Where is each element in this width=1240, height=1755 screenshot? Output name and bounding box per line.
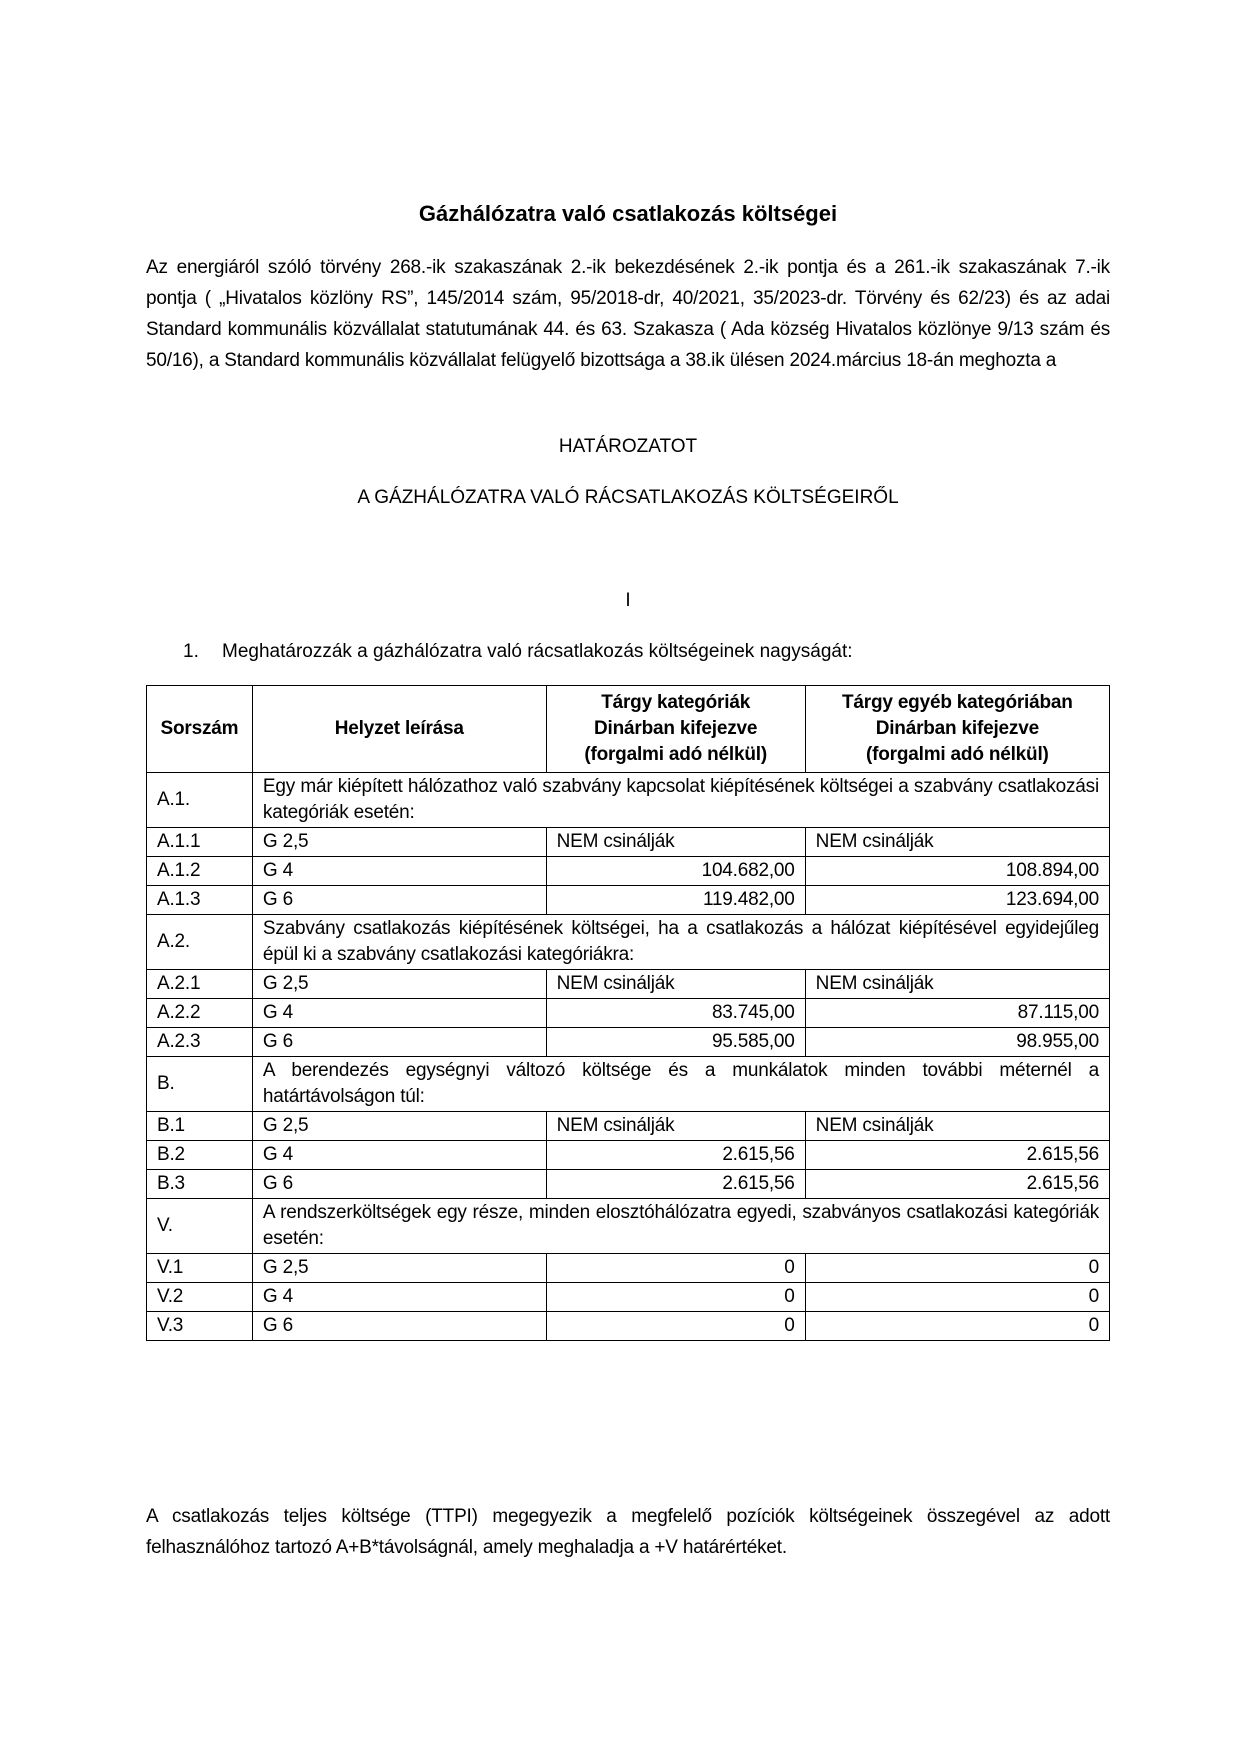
row-value-cell: 123.694,00 <box>805 886 1109 915</box>
cost-table-header <box>147 686 1110 773</box>
table-row-a12 <box>147 857 1110 886</box>
row-id-cell: V.1 <box>147 1254 253 1283</box>
row-value-cell: 87.115,00 <box>805 999 1109 1028</box>
row-value-cell: 0 <box>546 1283 805 1312</box>
row-value-cell: 0 <box>805 1312 1109 1341</box>
row-label-cell: G 2,5 <box>252 828 546 857</box>
row-value-cell: 0 <box>805 1283 1109 1312</box>
table-row-b1 <box>147 1112 1110 1141</box>
row-id-cell: B.3 <box>147 1170 253 1199</box>
row-value-cell: 0 <box>546 1312 805 1341</box>
header-row <box>147 686 1110 773</box>
row-value-cell: NEM csinálják <box>546 1112 805 1141</box>
row-label-cell: G 4 <box>252 1283 546 1312</box>
row-id-cell: A.2.2 <box>147 999 253 1028</box>
row-id-cell: A.1.1 <box>147 828 253 857</box>
row-id-cell: A.2.1 <box>147 970 253 999</box>
table-row-a11 <box>147 828 1110 857</box>
row-value-cell: NEM csinálják <box>805 970 1109 999</box>
row-id-cell: B.2 <box>147 1141 253 1170</box>
row-id-cell: B.1 <box>147 1112 253 1141</box>
table-row-b-section <box>147 1057 1110 1112</box>
table-row-v-section <box>147 1199 1110 1254</box>
intro-paragraph: Az energiáról szóló törvény 268.-ik szakaszának 2.-ik bekezdésének 2.-ik pontja és a 261.-ik szakaszának 7.-ik pontja ( „Hivatalos közlöny RS”, 145/2014 szám, 95/2018-dr, 40/2021, 35/2023-dr. Törvény és 62/23) és az adai Standard kommunális közvállalat statutumának 44. és 63. Szakasza ( Ada község Hivatalos közlönye 9/13 szám és 50/16), a Standard kommunális közvállalat felügyelő bizottsága a 38.ik ülésen 2024.március 18-án meghozta a <box>146 257 1110 371</box>
row-label-cell: G 4 <box>252 999 546 1028</box>
row-value-cell: 0 <box>805 1254 1109 1283</box>
list-item-1-text: Meghatározzák a gázhálózatra való rácsatlakozás költségeinek nagyságát: <box>222 641 853 662</box>
col-header-helyzet-leirasa: Helyzet leírása <box>252 686 546 773</box>
row-value-cell: 0 <box>546 1254 805 1283</box>
row-value-cell: 2.615,56 <box>805 1170 1109 1199</box>
table-row-b2 <box>147 1141 1110 1170</box>
row-value-cell: NEM csinálják <box>546 970 805 999</box>
header-line: (forgalmi adó nélkül) <box>866 744 1049 765</box>
subject-heading: A GÁZHÁLÓZATRA VALÓ RÁCSATLAKOZÁS KÖLTSÉGEIRŐL <box>357 487 899 508</box>
row-value-cell: 95.585,00 <box>546 1028 805 1057</box>
row-label-cell: G 6 <box>252 1028 546 1057</box>
table-row-a13 <box>147 886 1110 915</box>
row-id-cell: V. <box>147 1199 253 1254</box>
row-description-cell: A rendszerköltségek egy része, minden elosztóhálózatra egyedi, szabványos csatlakozási kategóriák esetén: <box>252 1199 1109 1254</box>
row-value-cell: 83.745,00 <box>546 999 805 1028</box>
table-row-v1 <box>147 1254 1110 1283</box>
row-id-cell: B. <box>147 1057 253 1112</box>
header-line: Dinárban kifejezve <box>875 718 1039 739</box>
table-row-a21 <box>147 970 1110 999</box>
row-label-cell: G 2,5 <box>252 1112 546 1141</box>
cost-table-body <box>147 773 1110 1341</box>
table-row-a22 <box>147 999 1110 1028</box>
row-label-cell: G 6 <box>252 1170 546 1199</box>
table-row-v2 <box>147 1283 1110 1312</box>
row-value-cell: 2.615,56 <box>546 1141 805 1170</box>
row-id-cell: A.2. <box>147 915 253 970</box>
page-title: Gázhálózatra való csatlakozás költségei <box>418 201 838 226</box>
row-id-cell: A.2.3 <box>147 1028 253 1057</box>
row-value-cell: 108.894,00 <box>805 857 1109 886</box>
row-id-cell: A.1.3 <box>147 886 253 915</box>
row-id-cell: V.3 <box>147 1312 253 1341</box>
row-label-cell: G 4 <box>252 857 546 886</box>
row-value-cell: 119.482,00 <box>546 886 805 915</box>
section-numeral: I <box>625 590 631 611</box>
table-row-b3 <box>147 1170 1110 1199</box>
row-label-cell: G 2,5 <box>252 970 546 999</box>
col-header-targy-kategoriak <box>546 686 805 773</box>
row-value-cell: 104.682,00 <box>546 857 805 886</box>
row-label-cell: G 6 <box>252 886 546 915</box>
header-line: Dinárban kifejezve <box>594 718 758 739</box>
table-row-a1-section <box>147 773 1110 828</box>
table-row-v3 <box>147 1312 1110 1341</box>
header-line: Tárgy egyéb kategóriában <box>842 692 1073 713</box>
row-label-cell: G 4 <box>252 1141 546 1170</box>
row-value-cell: 2.615,56 <box>546 1170 805 1199</box>
row-value-cell: 98.955,00 <box>805 1028 1109 1057</box>
row-label-cell: G 6 <box>252 1312 546 1341</box>
row-id-cell: A.1. <box>147 773 253 828</box>
closing-paragraph: A csatlakozás teljes költsége (TTPI) megegyezik a megfelelő pozíciók költségeinek összegével az adott felhasználóhoz tartozó A+B*távolságnál, amely meghaladja a +V határértéket. <box>146 1506 1110 1558</box>
header-line: Tárgy kategóriák <box>601 692 751 713</box>
row-value-cell: NEM csinálják <box>805 1112 1109 1141</box>
row-description-cell: Szabvány csatlakozás kiépítésének költségei, ha a csatlakozás a hálózat kiépítésével egyidejűleg épül ki a szabvány csatlakozási kategóriákra: <box>252 915 1109 970</box>
row-description-cell: A berendezés egységnyi változó költsége és a munkálatok minden további méternél a határtávolságon túl: <box>252 1057 1109 1112</box>
list-item-1-number: 1. <box>183 641 199 662</box>
header-line: (forgalmi adó nélkül) <box>584 744 767 765</box>
col-header-sorszam: Sorszám <box>147 686 253 773</box>
row-description-cell: Egy már kiépített hálózathoz való szabvány kapcsolat kiépítésének költségei a szabvány csatlakozási kategóriák esetén: <box>252 773 1109 828</box>
row-value-cell: 2.615,56 <box>805 1141 1109 1170</box>
col-header-targy-egyeb-kategoriaban <box>805 686 1109 773</box>
row-id-cell: A.1.2 <box>147 857 253 886</box>
decision-heading: HATÁROZATOT <box>558 436 698 457</box>
table-row-a23 <box>147 1028 1110 1057</box>
list-item-1 <box>146 637 1110 667</box>
table-row-a2-section <box>147 915 1110 970</box>
cost-table <box>146 685 1110 1341</box>
row-value-cell: NEM csinálják <box>805 828 1109 857</box>
row-label-cell: G 2,5 <box>252 1254 546 1283</box>
row-value-cell: NEM csinálják <box>546 828 805 857</box>
row-id-cell: V.2 <box>147 1283 253 1312</box>
